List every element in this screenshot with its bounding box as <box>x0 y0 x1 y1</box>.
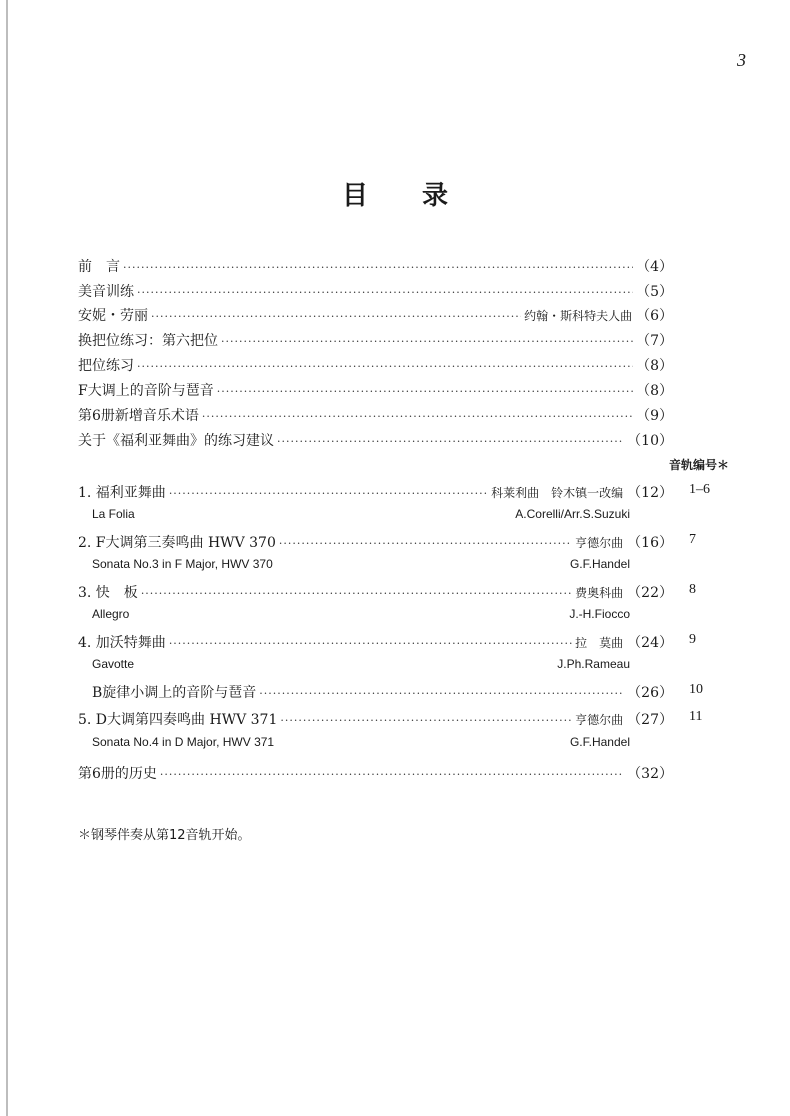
toc-piece-b-minor-scale <box>92 682 673 704</box>
leader-dots <box>169 637 572 650</box>
toc-entry-f-major-scale <box>78 380 673 402</box>
toc-entry-page: （7） <box>636 333 673 349</box>
toc-piece-2 <box>78 532 673 554</box>
leader-dots <box>160 768 624 781</box>
toc-entry-page: （6） <box>636 308 673 324</box>
toc-piece-track: 10 <box>689 682 703 697</box>
toc-piece-original-credit: A.Corelli/Arr.S.Suzuki <box>515 507 630 521</box>
leader-dots <box>277 435 624 448</box>
leader-dots <box>151 310 521 323</box>
toc-entry-label: 美音训练 <box>78 284 134 300</box>
toc-entry-label: 安妮・劳丽 <box>78 308 148 324</box>
toc-piece-track: 7 <box>689 532 696 547</box>
toc-piece-track: 1–6 <box>689 482 710 497</box>
toc-piece-page: （12） <box>627 485 673 501</box>
toc-piece-original-title: Sonata No.3 in F Major, HWV 370 <box>92 557 273 571</box>
page-edge <box>6 0 8 1116</box>
toc-piece-track: 9 <box>689 632 696 647</box>
toc-piece-subline <box>92 607 630 625</box>
leader-dots <box>141 587 572 600</box>
toc-piece-track: 8 <box>689 582 696 597</box>
toc-piece-label: B旋律小调上的音阶与琶音 <box>92 685 257 701</box>
toc-piece-5 <box>78 709 673 731</box>
toc-piece-original-credit: G.F.Handel <box>569 557 630 571</box>
leader-dots <box>202 410 633 423</box>
toc-piece-track: 11 <box>689 709 703 724</box>
page-title: 目录 <box>341 181 502 211</box>
toc-piece-credit: 拉 莫曲 <box>575 636 624 650</box>
toc-entry-position-practice <box>78 355 673 377</box>
leader-dots <box>259 687 624 700</box>
toc-piece-label: 3. 快 板 <box>78 585 138 601</box>
toc-entry-label: 前 言 <box>78 259 120 275</box>
toc-piece-subline <box>92 507 630 525</box>
toc-entry-label: 关于《福利亚舞曲》的练习建议 <box>78 433 274 449</box>
toc-entry-la-folia-advice <box>78 430 673 452</box>
toc-entry-page: （9） <box>636 408 673 424</box>
toc-entry-label: 第6册新增音乐术语 <box>78 408 199 424</box>
toc-entry-label: 第6册的历史 <box>78 766 157 782</box>
toc-entry-history <box>78 763 673 785</box>
leader-dots <box>123 261 633 274</box>
leader-dots <box>280 714 572 727</box>
toc-entry-page: （8） <box>636 358 673 374</box>
leader-dots <box>221 335 633 348</box>
toc-entry-label: F大调上的音阶与琶音 <box>78 383 214 399</box>
toc-piece-page: （27） <box>627 712 673 728</box>
toc-piece-original-title: Allegro <box>92 607 130 621</box>
toc-piece-3 <box>78 582 673 604</box>
toc-piece-original-credit: G.F.Handel <box>569 735 630 749</box>
leader-dots <box>217 385 633 398</box>
toc-piece-page: （26） <box>627 685 673 701</box>
toc-entry-credit: 约翰・斯科特夫人曲 <box>524 309 633 323</box>
leader-dots <box>169 487 488 500</box>
toc-piece-label: 1. 福利亚舞曲 <box>78 485 166 501</box>
toc-piece-original-credit: J.Ph.Rameau <box>557 657 630 671</box>
track-number-header: 音轨编号＊ <box>669 458 730 472</box>
toc-piece-page: （16） <box>627 535 673 551</box>
toc-piece-label: 5. D大调第四奏鸣曲 HWV 371 <box>78 712 278 728</box>
toc-piece-subline <box>92 657 630 675</box>
page-number: 3 <box>737 50 746 70</box>
toc-entry-tone-training <box>78 281 673 303</box>
footnote: ＊钢琴伴奏从第12音轨开始。 <box>78 828 251 843</box>
toc-entry-page: （5） <box>636 284 673 300</box>
toc-piece-label: 4. 加沃特舞曲 <box>78 635 166 651</box>
toc-piece-original-title: Sonata No.4 in D Major, HWV 371 <box>92 735 275 749</box>
leader-dots <box>137 360 633 373</box>
toc-piece-subline <box>92 735 630 753</box>
toc-entry-label: 把位练习 <box>78 358 134 374</box>
toc-piece-subline <box>92 557 630 575</box>
toc-entry-annie-laurie <box>78 305 673 327</box>
toc-piece-credit: 科莱利曲 铃木镇一改编 <box>491 486 624 500</box>
leader-dots <box>137 286 633 299</box>
toc-piece-original-title: Gavotte <box>92 657 135 671</box>
toc-entry-page: （8） <box>636 383 673 399</box>
toc-piece-page: （24） <box>627 635 673 651</box>
toc-piece-original-title: La Folia <box>92 507 135 521</box>
toc-entry-shifting <box>78 330 673 352</box>
toc-entry-music-terms <box>78 405 673 427</box>
toc-piece-1 <box>78 482 673 504</box>
toc-entry-page: （4） <box>636 259 673 275</box>
toc-entry-preface <box>78 256 673 278</box>
leader-dots <box>279 537 572 550</box>
toc-piece-page: （22） <box>627 585 673 601</box>
toc-piece-4 <box>78 632 673 654</box>
toc-piece-credit: 费奥科曲 <box>575 586 624 600</box>
toc-entry-page: （32） <box>627 766 673 782</box>
toc-piece-label: 2. F大调第三奏鸣曲 HWV 370 <box>78 535 276 551</box>
toc-entry-page: （10） <box>627 433 673 449</box>
toc-piece-original-credit: J.-H.Fiocco <box>569 607 630 621</box>
toc-piece-credit: 亨德尔曲 <box>575 713 624 727</box>
toc-entry-label: 换把位练习：第六把位 <box>78 333 218 349</box>
toc-piece-credit: 亨德尔曲 <box>575 536 624 550</box>
